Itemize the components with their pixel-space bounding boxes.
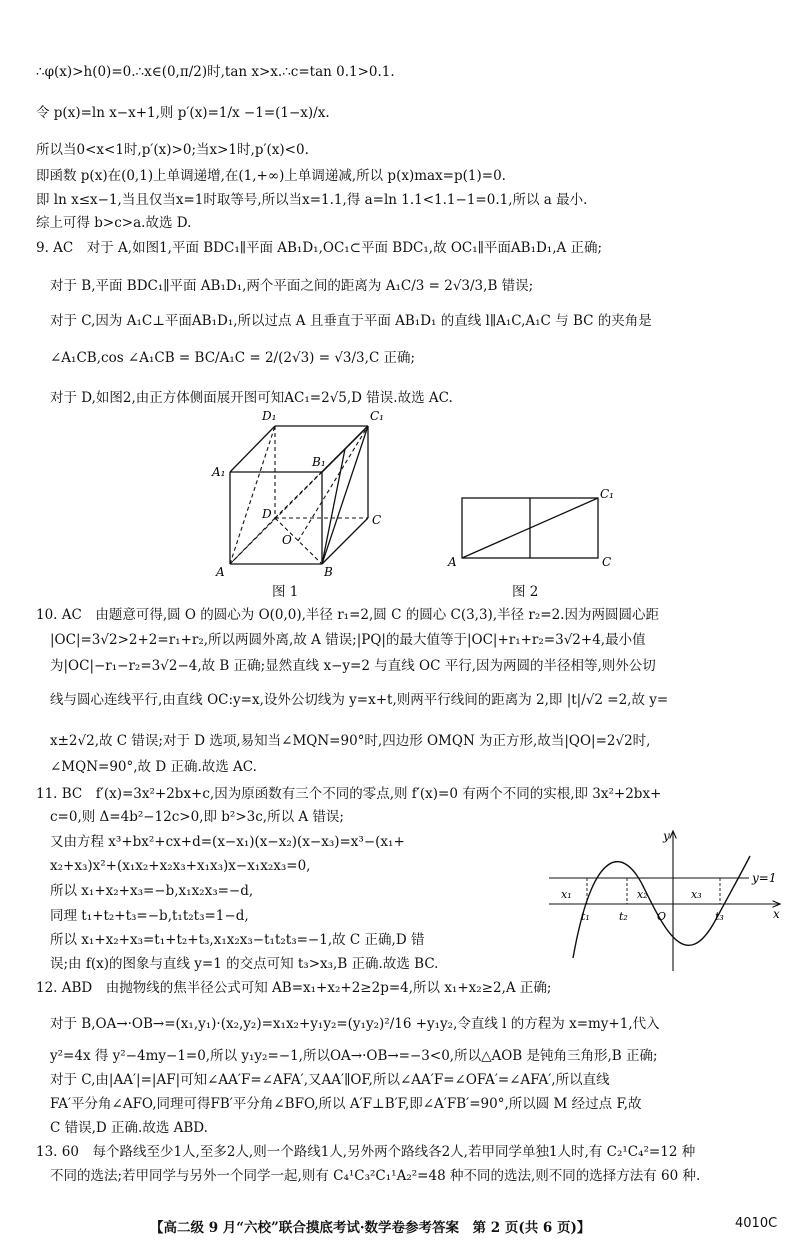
text-line: x₂+x₃)x²+(x₁x₂+x₂x₃+x₁x₃)x−x₁x₂x₃=0, xyxy=(50,858,311,874)
page-footer: 【高二级 9 月“六校”联合摸底考试·数学卷参考答案 第 2 页(共 6 页)】 xyxy=(150,1220,591,1236)
text-line: 不同的选法;若甲同学与另外一个同学一起,则有 C₄¹C₃²C₁¹A₂²=48 种不同的选法,则不同的选择方法有 60 种. xyxy=(50,1168,701,1184)
label-c1: C₁ xyxy=(600,487,614,501)
label-t2: t₂ xyxy=(619,910,628,923)
text-line: c=0,则 Δ=4b²−12c>0,即 b²>3c,所以 A 错误; xyxy=(50,809,344,825)
text-line: C 错误,D 正确.故选 ABD. xyxy=(50,1120,208,1136)
text-line: 令 p(x)=ln x−x+1,则 p′(x)=1/x −1=(1−x)/x. xyxy=(36,105,330,121)
label-c: C xyxy=(602,555,612,569)
text-line: 线与圆心连线平行,由直线 OC:y=x,设外公切线为 y=x+t,则两平行线间的距离为 2,即 |t|/√2 =2,故 y= xyxy=(50,692,669,708)
figure-2-unfolded xyxy=(440,484,620,574)
label-a: A xyxy=(448,555,457,569)
text-line: ∠MQN=90°,故 D 正确.故选 AC. xyxy=(50,759,257,775)
text-line: 对于 D,如图2,由正方体侧面展开图可知AC₁=2√5,D 错误.故选 AC. xyxy=(50,390,453,406)
q10-answer: 10. AC 由题意可得,圆 O 的圆心为 O(0,0),半径 r₁=2,圆 C 的圆心 C(3,3),半径 r₂=2.因为两圆圆心距 xyxy=(36,607,659,623)
figure-1-cube xyxy=(200,404,400,584)
label-c: C xyxy=(372,513,382,527)
label-d: D xyxy=(262,507,272,521)
text-line: ∠A₁CB,cos ∠A₁CB = BC/A₁C = 2/(2√3) = √3/3,C 正确; xyxy=(50,350,416,366)
cubic-curve xyxy=(573,856,750,958)
text-line: 为|OC|−r₁−r₂=3√2−4,故 B 正确;显然直线 x−y=2 与直线 OC 平行,因为两圆的半径相等,则外公切 xyxy=(50,658,656,674)
figure-1-caption: 图 1 xyxy=(272,584,299,600)
cube-diagonal xyxy=(322,426,368,564)
text-line: 即 ln x≤x−1,当且仅当x=1时取等号,所以当x=1.1,得 a=ln 1.1<1.1−1=0.1,所以 a 最小. xyxy=(36,192,588,208)
page-code: 4010C xyxy=(735,1216,778,1231)
cube-edge xyxy=(230,426,275,472)
label-b1: B₁ xyxy=(312,455,326,469)
text-line: 对于 B,OA→·OB→=(x₁,y₁)·(x₂,y₂)=x₁x₂+y₁y₂=(y₁y₂)²/16 +y₁y₂,令直线 l 的方程为 x=my+1,代入 xyxy=(50,1016,660,1032)
text-line: 误;由 f(x)的图象与直线 y=1 的交点可知 t₃>x₃,B 正确.故选 BC. xyxy=(50,956,439,972)
label-x1: x₁ xyxy=(561,888,572,901)
label-x3: x₃ xyxy=(691,888,702,901)
figure-2-caption: 图 2 xyxy=(512,584,539,600)
label-t3: t₃ xyxy=(715,910,724,923)
label-o: O xyxy=(282,533,292,547)
label-a1: A₁ xyxy=(212,465,226,479)
text-line: 所以 x₁+x₂+x₃=−b,x₁x₂x₃=−d, xyxy=(50,883,254,899)
q13-answer: 13. 60 每个路线至少1人,至多2人,则一个路线1人,另外两个路线各2人,若甲同学单独1人时,有 C₂¹C₄²=12 种 xyxy=(36,1144,696,1160)
cube-hidden-diagonal xyxy=(298,426,368,541)
text-line: 又由方程 x³+bx²+cx+d=(x−x₁)(x−x₂)(x−x₃)=x³−(x₁+ xyxy=(50,834,405,850)
cube-hidden-diagonal xyxy=(230,426,275,564)
text-line: 综上可得 b>c>a.故选 D. xyxy=(36,215,192,231)
label-d1: D₁ xyxy=(262,409,277,423)
text-line: y²=4x 得 y²−4my−1=0,所以 y₁y₂=−1,所以OA→·OB→=−3<0,所以△AOB 是钝角三角形,B 正确; xyxy=(50,1048,658,1064)
q12-answer: 12. ABD 由抛物线的焦半径公式可知 AB=x₁+x₂+2≥2p=4,所以 x₁+x₂≥2,A 正确; xyxy=(36,980,552,996)
label-c1: C₁ xyxy=(370,409,384,423)
axis-label-y: y xyxy=(663,829,670,843)
cube-edge xyxy=(322,518,368,564)
label-origin: O xyxy=(657,910,667,923)
label-y-equals-1: y=1 xyxy=(752,871,777,885)
text-line: FA′平分角∠AFO,同理可得FB′平分角∠BFO,所以 A′F⊥B′F,即∠A′FB′=90°,所以圆 M 经过点 F,故 xyxy=(50,1096,642,1112)
q9-answer: 9. AC 对于 A,如图1,平面 BDC₁∥平面 AB₁D₁,OC₁⊂平面 BDC₁,故 OC₁∥平面AB₁D₁,A 正确; xyxy=(36,240,603,256)
text-line: |OC|=3√2>2+2=r₁+r₂,所以两圆外离,故 A 错误;|PQ|的最大值等于|OC|+r₁+r₂=3√2+4,最小值 xyxy=(50,632,646,648)
text-line: 对于 C,由|AA′|=|AF|可知∠AA′F=∠AFA′,又AA′∥OF,所以∠AA′F=∠OFA′=∠AFA′,所以直线 xyxy=(50,1072,610,1088)
q11-cubic-graph xyxy=(545,826,785,976)
text-line: ∴φ(x)>h(0)=0.∴x∈(0,π/2)时,tan x>x.∴c=tan 0.1>0.1. xyxy=(36,64,395,80)
q11-answer: 11. BC f′(x)=3x²+2bx+c,因为原函数有三个不同的零点,则 f′(x)=0 有两个不同的实根,即 3x²+2bx+ xyxy=(36,786,662,802)
text-line: 对于 C,因为 A₁C⊥平面AB₁D₁,所以过点 A 且垂直于平面 AB₁D₁ 的直线 l∥A₁C,A₁C 与 BC 的夹角是 xyxy=(50,313,652,329)
text-line: 所以 x₁+x₂+x₃=t₁+t₂+t₃,x₁x₂x₃−t₁t₂t₃=−1,故 C 正确,D 错 xyxy=(50,932,425,948)
text-line: x±2√2,故 C 错误;对于 D 选项,易知当∠MQN=90°时,四边形 OMQN 为正方形,故当|QO|=2√2时, xyxy=(50,733,651,749)
text-line: 同理 t₁+t₂+t₃=−b,t₁t₂t₃=1−d, xyxy=(50,908,249,924)
label-x2: x₂ xyxy=(637,888,648,901)
text-line: 所以当0<x<1时,p′(x)>0;当x>1时,p′(x)<0. xyxy=(36,142,309,158)
text-line: 即函数 p(x)在(0,1)上单调递增,在(1,+∞)上单调递减,所以 p(x)max=p(1)=0. xyxy=(36,168,506,184)
axis-label-x: x xyxy=(773,907,780,921)
label-b: B xyxy=(324,565,333,579)
label-a: A xyxy=(216,565,225,579)
label-t1: t₁ xyxy=(581,910,590,923)
text-line: 对于 B,平面 BDC₁∥平面 AB₁D₁,两个平面之间的距离为 A₁C/3 = 2√3/3,B 错误; xyxy=(50,278,534,294)
